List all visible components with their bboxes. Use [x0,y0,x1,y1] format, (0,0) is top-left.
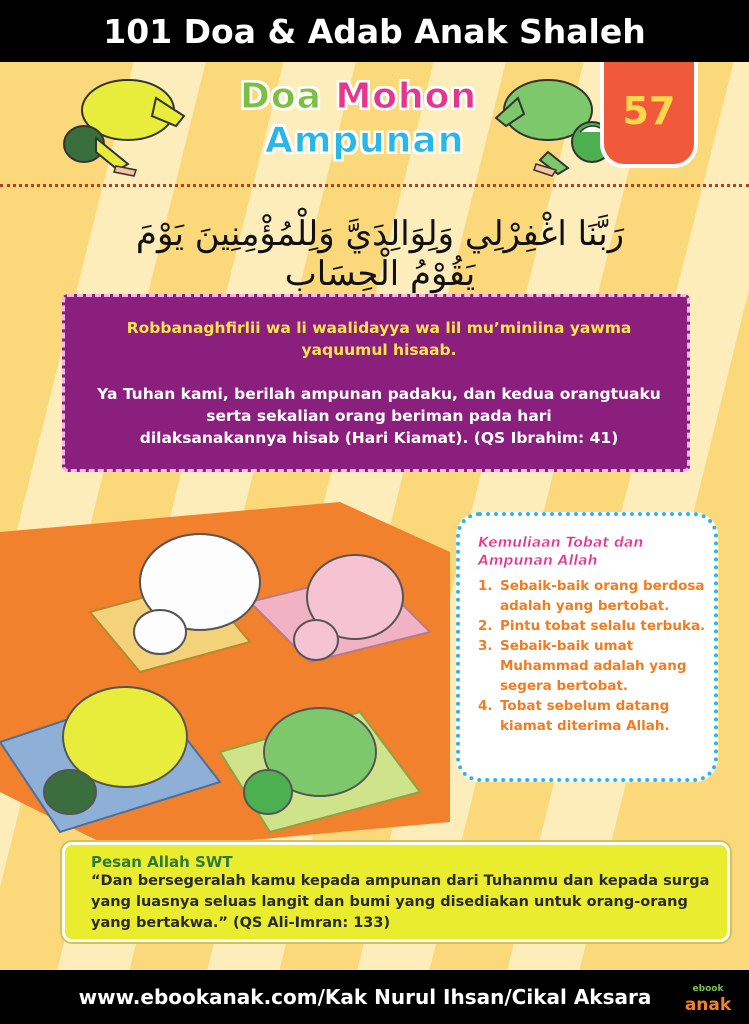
info-title-line-2: Ampunan Allah [478,553,598,569]
arabic-prayer-text: رَبَّنَا اغْفِرْلِي وَلِوَالِدَيَّ وَلِلْمُؤْمِنِينَ يَوْمَ يَقُوْمُ الْحِسَاب [135,214,625,294]
dotted-divider [0,184,749,187]
prayer-meaning [95,383,663,449]
list-item-text: Pintu tobat selalu terbuka. [500,618,706,634]
list-item-number: 4. [478,698,493,714]
title-line-1 [240,76,477,117]
info-box-title [478,534,698,570]
title-word-doa: Doa [240,76,322,117]
praying-child-green-illustration [488,68,618,178]
page-number-badge [600,62,698,168]
list-item [478,696,710,736]
meaning-line-1: Ya Tuhan kami, berilah ampunan padaku, dan kedua orangtuaku [97,385,661,403]
message-title: Pesan Allah SWT [91,853,233,871]
list-item-number: 1. [478,578,493,594]
list-item-text: Tobat sebelum datang kiamat diterima Allah. [500,698,670,734]
list-item [478,576,710,616]
list-item-number: 2. [478,618,493,634]
list-item-text: Sebaik-baik orang berdosa adalah yang bertobat. [500,578,705,614]
prayer-panel [62,294,690,472]
footer-url: www.ebookanak.com/Kak Nurul Ihsan/Cikal Aksara [78,985,652,1009]
svg-text:anak: anak [684,995,732,1014]
latin-transliteration [95,317,663,361]
message-box [62,842,730,942]
title-word-mohon: Mohon [335,76,478,117]
content-area [0,62,749,970]
header-bar [0,0,749,62]
message-text: “Dan bersegeralah kamu kepada ampunan dari Tuhanmu dan kepada surga yang luasnya seluas langit dan bumi yang disediakan untuk orang-orang yang bertakwa.” (QS Ali-Imran: 133) [91,873,710,931]
list-item [478,616,710,636]
praying-family-illustration [0,492,450,852]
title-word-ampunan: Ampunan [265,120,465,161]
ebookanak-logo [677,980,739,1014]
list-item-text: Sebaik-baik umat Muhammad adalah yang segera bertobat. [500,638,687,694]
info-box [456,512,718,782]
latin-line-2: yaquumul hisaab. [301,341,457,359]
list-item [478,636,710,696]
info-list [478,576,710,736]
footer-bar [0,970,749,1024]
praying-child-yellow-illustration [56,68,196,178]
meaning-line-2: serta sekalian orang beriman pada hari [206,407,552,425]
svg-text:ebook: ebook [692,984,724,994]
book-title: 101 Doa & Adab Anak Shaleh [103,11,646,51]
info-title-line-1: Kemuliaan Tobat dan [478,535,644,551]
meaning-line-3: dilaksanakannya hisab (Hari Kiamat). (QS Ibrahim: 41) [139,429,619,447]
page-number: 57 [622,89,676,133]
list-item-number: 3. [478,638,493,654]
latin-line-1: Robbanaghfirlii wa li waalidayya wa lil mu’miniina yawma [126,319,632,337]
title-area [0,62,749,182]
